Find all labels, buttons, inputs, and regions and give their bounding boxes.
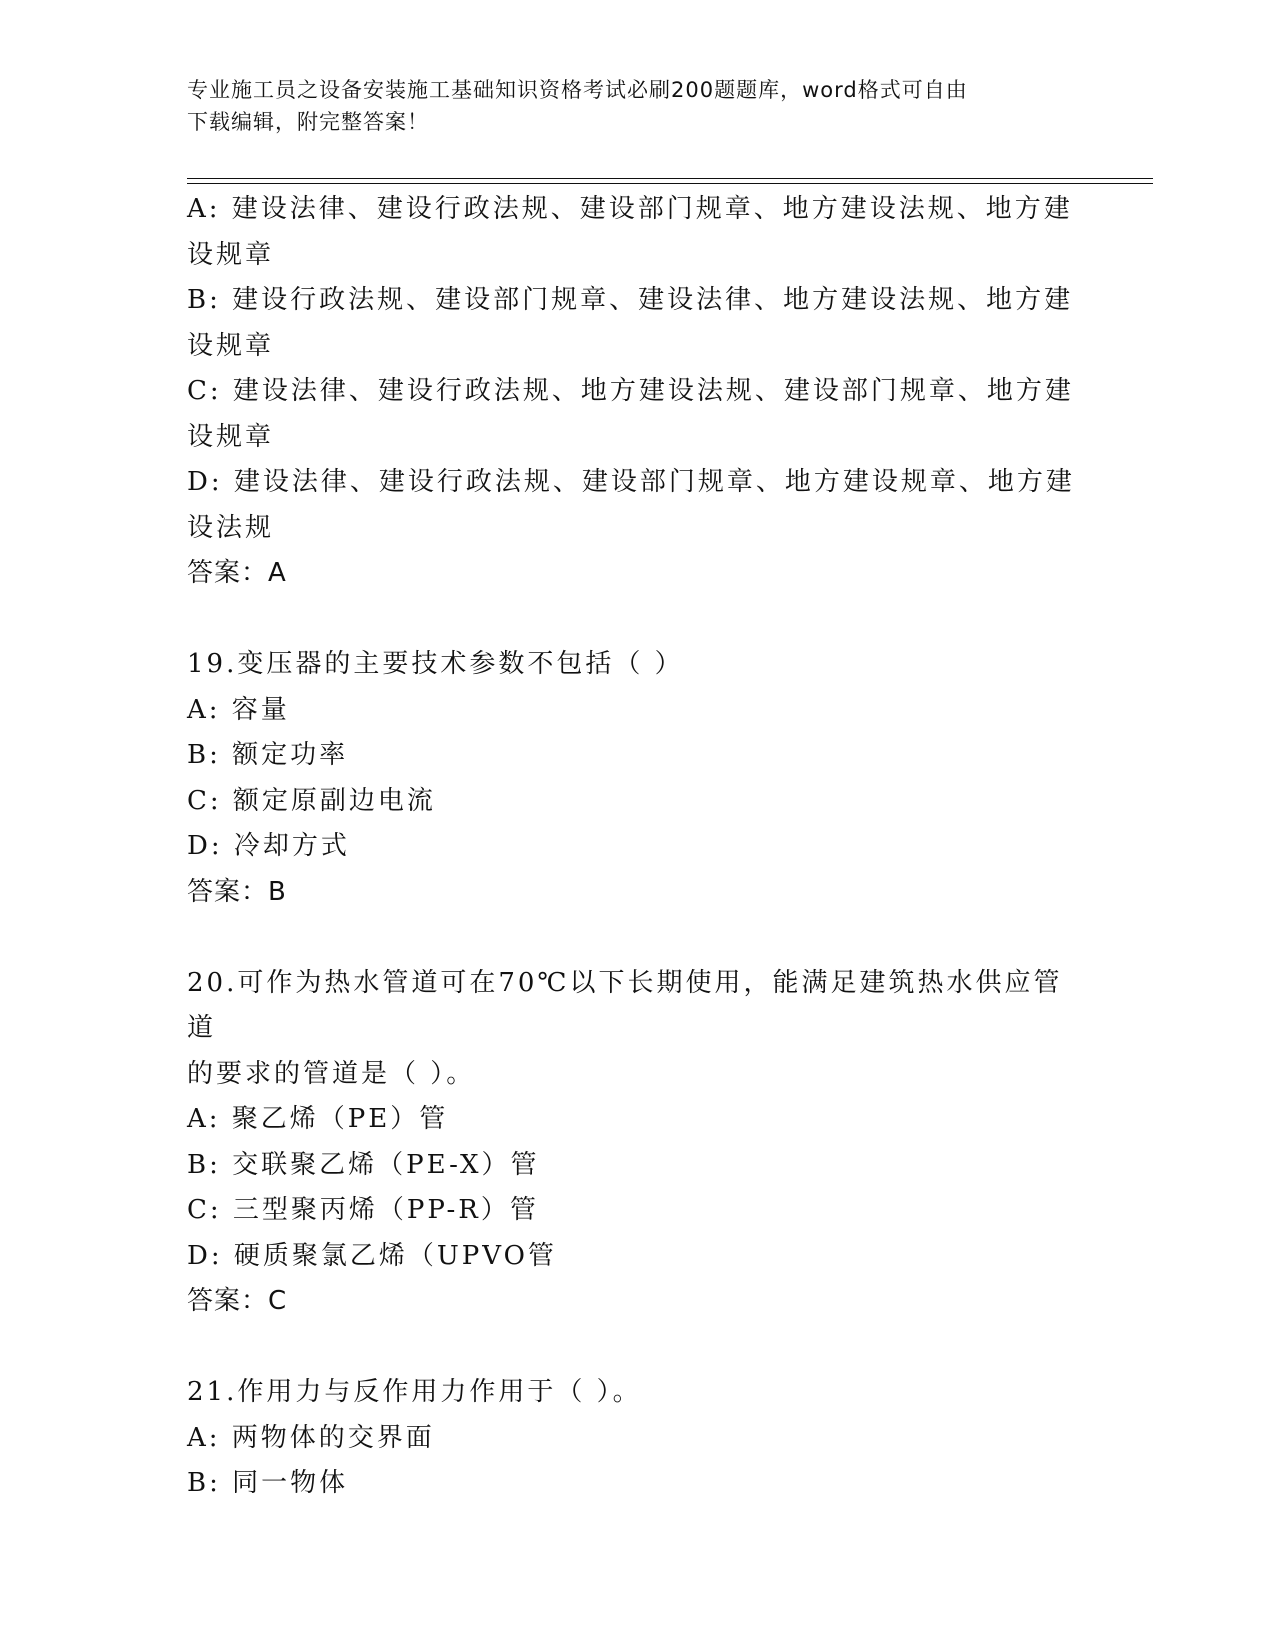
q19-block — [187, 642, 1087, 915]
q18-option-b-line2: 设规章 — [187, 330, 275, 361]
q21-option-a: A: 两物体的交界面 — [187, 1422, 435, 1453]
q21-block — [187, 1370, 1087, 1507]
q18-block — [187, 187, 1087, 597]
q19-option-d: D: 冷却方式 — [187, 831, 350, 861]
q18-option-d-line2: 设法规 — [187, 512, 275, 543]
header-line-2: 下载编辑，附完整答案！ — [187, 110, 429, 134]
spacer — [187, 1325, 1087, 1371]
q19-option-b: B: 额定功率 — [187, 740, 349, 770]
q20-option-a: A: 聚乙烯（PE）管 — [187, 1104, 449, 1134]
q18-option-d-line1: D: 建设法律、建设行政法规、建设部门规章、地方建设规章、地方建 — [187, 467, 1075, 497]
q19-question: 19.变压器的主要技术参数不包括（ ） — [187, 649, 684, 679]
q20-option-d: D: 硬质聚氯乙烯（UPVO管 — [187, 1240, 557, 1271]
q18-option-a-line2: 设规章 — [187, 239, 275, 270]
q20-question-line1: 20.可作为热水管道可在70℃以下长期使用，能满足建筑热水供应管道 — [187, 967, 1063, 1043]
question-content — [187, 187, 1087, 1507]
q19-option-a: A: 容量 — [187, 694, 290, 725]
q20-option-b: B: 交联聚乙烯（PE-X）管 — [187, 1149, 540, 1180]
q20-option-c: C: 三型聚丙烯（PP-R）管 — [187, 1195, 539, 1225]
q20-block — [187, 961, 1087, 1325]
spacer — [187, 597, 1087, 643]
header-rule-bottom — [187, 183, 1153, 184]
q19-option-c: C: 额定原副边电流 — [187, 785, 436, 816]
q18-answer: 答案：A — [187, 558, 287, 588]
q21-option-b: B: 同一物体 — [187, 1468, 349, 1498]
q20-question-line2: 的要求的管道是（ ）。 — [187, 1058, 476, 1089]
q20-answer: 答案：C — [187, 1286, 288, 1316]
q19-answer: 答案：B — [187, 876, 287, 907]
q18-option-a-line1: A: 建设法律、建设行政法规、建设部门规章、地方建设法规、地方建 — [187, 194, 1073, 224]
q18-option-c-line2: 设规章 — [187, 421, 275, 452]
q18-option-b-line1: B: 建设行政法规、建设部门规章、建设法律、地方建设法规、地方建 — [187, 285, 1074, 315]
document-header — [187, 74, 1067, 138]
header-line-1: 专业施工员之设备安装施工基础知识资格考试必刷200题题库，word格式可自由 — [187, 78, 968, 102]
spacer — [187, 915, 1087, 961]
q21-question: 21.作用力与反作用力作用于（ ）。 — [187, 1377, 642, 1407]
header-rule-top — [187, 178, 1153, 179]
q18-option-c-line1: C: 建设法律、建设行政法规、地方建设法规、建设部门规章、地方建 — [187, 376, 1074, 406]
